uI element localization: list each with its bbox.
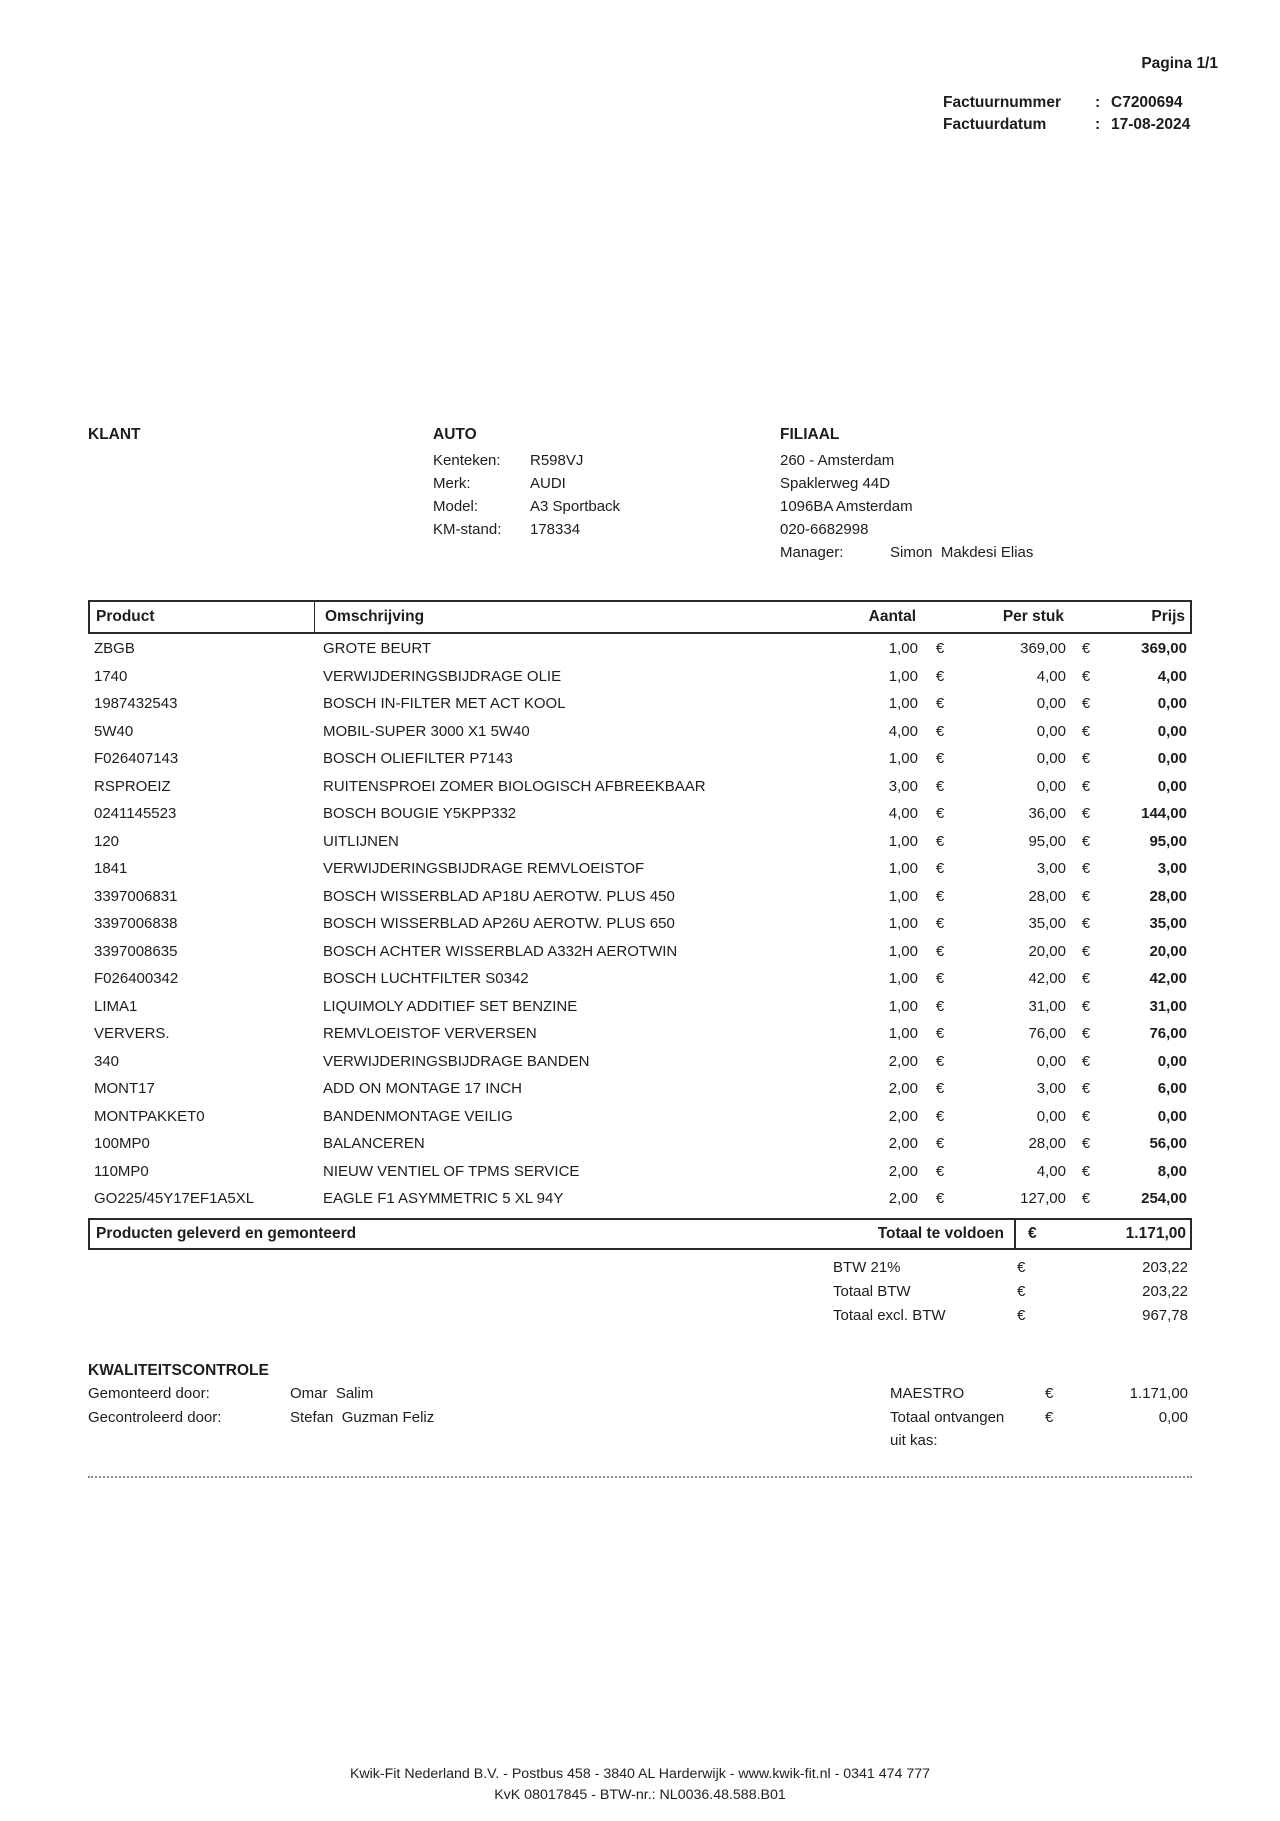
item-quantity: 1,00 <box>888 860 918 878</box>
item-description: BOSCH BOUGIE Y5KPP332 <box>323 805 517 823</box>
euro-sign: € <box>1081 860 1091 878</box>
item-description: BOSCH WISSERBLAD AP26U AEROTW. PLUS 650 <box>323 915 675 933</box>
euro-sign: € <box>935 722 945 740</box>
item-description: MOBIL-SUPER 3000 X1 5W40 <box>323 722 530 740</box>
item-total-price: 56,00 <box>1149 1135 1187 1153</box>
euro-sign: € <box>935 1052 945 1070</box>
item-total-price: 0,00 <box>1157 750 1187 768</box>
branch-title: FILIAAL <box>780 426 840 443</box>
table-row <box>88 828 1192 856</box>
item-product-code: VERVERS. <box>94 1025 170 1043</box>
field-label: Gemonteerd door: <box>88 1385 210 1402</box>
table-row <box>88 855 1192 883</box>
item-product-code: GO225/45Y17EF1A5XL <box>94 1190 255 1208</box>
euro-sign: € <box>1081 997 1091 1015</box>
euro-sign: € <box>1081 832 1091 850</box>
payment-method-label: Totaal ontvangen uit kas: <box>890 1408 1005 1449</box>
separator: : <box>1095 94 1101 111</box>
euro-sign: € <box>935 970 945 988</box>
field-label: Kenteken: <box>433 452 501 469</box>
field-row <box>433 495 620 518</box>
item-quantity: 2,00 <box>888 1080 918 1098</box>
table-row <box>88 993 1192 1021</box>
item-quantity: 1,00 <box>888 887 918 905</box>
euro-sign: € <box>1045 1385 1054 1402</box>
item-total-price: 369,00 <box>1141 640 1187 658</box>
item-quantity: 2,00 <box>888 1190 918 1208</box>
item-product-code: 100MP0 <box>94 1135 150 1153</box>
euro-sign: € <box>935 1190 945 1208</box>
item-product-code: ZBGB <box>94 640 135 658</box>
item-total-price: 0,00 <box>1157 722 1187 740</box>
euro-sign: € <box>935 832 945 850</box>
euro-sign: € <box>1081 915 1091 933</box>
item-unit-price: 28,00 <box>1028 1135 1066 1153</box>
euro-sign: € <box>935 1080 945 1098</box>
euro-sign: € <box>1081 805 1091 823</box>
vehicle-fields <box>433 449 620 541</box>
euro-sign: € <box>935 1025 945 1043</box>
vat-row <box>88 1280 1192 1304</box>
table-row <box>88 910 1192 938</box>
footer-line-2: KvK 08017845 - BTW-nr.: NL0036.48.588.B01 <box>494 1787 786 1803</box>
euro-sign: € <box>1017 1307 1026 1324</box>
item-unit-price: 35,00 <box>1028 915 1066 933</box>
item-quantity: 1,00 <box>888 1025 918 1043</box>
item-unit-price: 4,00 <box>1036 1162 1066 1180</box>
item-product-code: 340 <box>94 1052 120 1070</box>
item-quantity: 1,00 <box>888 942 918 960</box>
field-label: KM-stand: <box>433 521 502 538</box>
item-unit-price: 76,00 <box>1028 1025 1066 1043</box>
invoice-meta <box>943 92 1190 136</box>
branch-address <box>780 449 1033 541</box>
address-line: 020-6682998 <box>780 521 869 538</box>
total-row <box>88 1218 1192 1250</box>
item-product-code: 120 <box>94 832 120 850</box>
page-number: Pagina 1/1 <box>1141 55 1218 72</box>
item-total-price: 28,00 <box>1149 887 1187 905</box>
item-product-code: 110MP0 <box>94 1162 149 1180</box>
total-due-amount: 1.171,00 <box>1125 1224 1186 1242</box>
quality-control-title: KWALITEITSCONTROLE <box>88 1362 269 1379</box>
item-total-price: 95,00 <box>1149 832 1187 850</box>
euro-sign: € <box>1081 1162 1091 1180</box>
invoice-number-value: C7200694 <box>1111 94 1183 111</box>
euro-sign: € <box>1081 1135 1091 1153</box>
euro-sign: € <box>1045 1408 1054 1426</box>
header-prijs: Prijs <box>1151 608 1185 625</box>
items-table-header <box>88 600 1192 634</box>
euro-sign: € <box>1081 942 1091 960</box>
item-total-price: 31,00 <box>1149 997 1187 1015</box>
invoice-number-row <box>943 92 1190 114</box>
total-due-label: Totaal te voldoen <box>877 1224 1004 1242</box>
table-row <box>88 690 1192 718</box>
field-value: A3 Sportback <box>530 498 621 515</box>
address-line: 1096BA Amsterdam <box>780 498 913 515</box>
vat-summary <box>88 1256 1192 1328</box>
item-product-code: RSPROEIZ <box>94 777 171 795</box>
item-description: VERWIJDERINGSBIJDRAGE REMVLOEISTOF <box>323 860 645 878</box>
euro-sign: € <box>935 777 945 795</box>
euro-sign: € <box>935 1107 945 1125</box>
field-value: R598VJ <box>530 452 584 469</box>
item-description: EAGLE F1 ASYMMETRIC 5 XL 94Y <box>323 1190 564 1208</box>
euro-sign: € <box>1081 695 1091 713</box>
item-quantity: 1,00 <box>888 640 918 658</box>
euro-sign: € <box>1081 1190 1091 1208</box>
item-product-code: 3397006831 <box>94 887 178 905</box>
separator: : <box>1095 116 1101 133</box>
item-product-code: 1740 <box>94 667 128 685</box>
item-unit-price: 31,00 <box>1028 997 1066 1015</box>
vat-amount: 967,78 <box>1142 1307 1188 1324</box>
item-total-price: 0,00 <box>1157 777 1187 795</box>
items-table-body <box>88 635 1192 1213</box>
vat-row <box>88 1256 1192 1280</box>
dotted-separator <box>88 1476 1192 1478</box>
customer-title: KLANT <box>88 426 141 443</box>
customer-block <box>88 424 141 449</box>
item-unit-price: 0,00 <box>1036 750 1066 768</box>
item-description: BOSCH ACHTER WISSERBLAD A332H AEROTWIN <box>323 942 678 960</box>
table-row <box>88 1075 1192 1103</box>
item-total-price: 8,00 <box>1157 1162 1187 1180</box>
item-description: VERWIJDERINGSBIJDRAGE OLIE <box>323 667 562 685</box>
field-row <box>433 449 620 472</box>
payment-method-label: MAESTRO <box>890 1385 965 1402</box>
table-row <box>88 745 1192 773</box>
euro-sign: € <box>935 695 945 713</box>
item-product-code: LIMA1 <box>94 997 138 1015</box>
item-total-price: 20,00 <box>1149 942 1187 960</box>
euro-sign: € <box>935 860 945 878</box>
payment-row <box>88 1406 1192 1453</box>
manager-name: Simon Makdesi Elias <box>890 544 1034 561</box>
item-description: RUITENSPROEI ZOMER BIOLOGISCH AFBREEKBAAR <box>323 777 706 795</box>
euro-sign: € <box>1017 1259 1026 1276</box>
header-aantal: Aantal <box>868 608 916 625</box>
item-description: LIQUIMOLY ADDITIEF SET BENZINE <box>323 997 578 1015</box>
euro-sign: € <box>935 942 945 960</box>
table-row <box>88 773 1192 801</box>
vehicle-title: AUTO <box>433 426 477 443</box>
item-total-price: 42,00 <box>1149 970 1187 988</box>
item-product-code: MONT17 <box>94 1080 155 1098</box>
euro-sign: € <box>935 887 945 905</box>
field-label: Gecontroleerd door: <box>88 1408 222 1426</box>
euro-sign: € <box>1081 722 1091 740</box>
item-quantity: 1,00 <box>888 667 918 685</box>
payment-amount: 0,00 <box>1158 1408 1188 1426</box>
item-quantity: 1,00 <box>888 832 918 850</box>
item-product-code: 1987432543 <box>94 695 178 713</box>
invoice-date-row <box>943 114 1190 136</box>
branch-block <box>780 424 1033 564</box>
item-description: BANDENMONTAGE VEILIG <box>323 1107 513 1125</box>
field-value: Stefan Guzman Feliz <box>290 1408 435 1426</box>
table-row <box>88 1048 1192 1076</box>
table-row <box>88 1158 1192 1186</box>
item-total-price: 0,00 <box>1157 1052 1187 1070</box>
table-row <box>88 800 1192 828</box>
manager-label: Manager: <box>780 544 844 561</box>
vat-label: Totaal BTW <box>833 1283 911 1300</box>
item-total-price: 76,00 <box>1149 1025 1187 1043</box>
payment-block <box>88 1382 1192 1453</box>
item-unit-price: 369,00 <box>1020 640 1066 658</box>
item-quantity: 4,00 <box>888 805 918 823</box>
item-unit-price: 0,00 <box>1036 695 1066 713</box>
item-total-price: 4,00 <box>1157 667 1187 685</box>
table-row <box>88 1103 1192 1131</box>
table-row <box>88 1185 1192 1213</box>
vat-amount: 203,22 <box>1142 1259 1188 1276</box>
euro-sign: € <box>935 1162 945 1180</box>
item-quantity: 2,00 <box>888 1052 918 1070</box>
euro-sign: € <box>935 667 945 685</box>
item-quantity: 2,00 <box>888 1162 918 1180</box>
euro-sign: € <box>935 915 945 933</box>
vat-label: Totaal excl. BTW <box>833 1307 946 1324</box>
euro-sign: € <box>1081 970 1091 988</box>
item-description: BOSCH IN-FILTER MET ACT KOOL <box>323 695 566 713</box>
item-description: BOSCH LUCHTFILTER S0342 <box>323 970 529 988</box>
table-row <box>88 938 1192 966</box>
euro-sign: € <box>935 1135 945 1153</box>
euro-sign: € <box>1081 667 1091 685</box>
footer-line-1: Kwik-Fit Nederland B.V. - Postbus 458 - 3840 AL Harderwijk - www.kwik-fit.nl - 0341 474 777 <box>349 1766 931 1782</box>
item-unit-price: 0,00 <box>1036 777 1066 795</box>
item-unit-price: 36,00 <box>1028 805 1066 823</box>
table-row <box>88 635 1192 663</box>
address-line: Spaklerweg 44D <box>780 475 891 492</box>
items-table <box>88 600 1192 1250</box>
header-omschrijving: Omschrijving <box>325 608 425 625</box>
item-product-code: 1841 <box>94 860 128 878</box>
item-unit-price: 28,00 <box>1028 887 1066 905</box>
item-quantity: 4,00 <box>888 722 918 740</box>
field-value: Omar Salim <box>290 1385 374 1402</box>
item-quantity: 3,00 <box>888 777 918 795</box>
field-row <box>433 472 620 495</box>
field-label: Model: <box>433 498 479 515</box>
header-product: Product <box>90 602 315 632</box>
item-description: UITLIJNEN <box>323 832 399 850</box>
item-description: ADD ON MONTAGE 17 INCH <box>323 1080 522 1098</box>
item-total-price: 254,00 <box>1141 1190 1187 1208</box>
item-unit-price: 4,00 <box>1036 667 1066 685</box>
item-unit-price: 127,00 <box>1020 1190 1066 1208</box>
item-description: GROTE BEURT <box>323 640 432 658</box>
field-value: 178334 <box>530 521 581 538</box>
table-row <box>88 1130 1192 1158</box>
euro-sign: € <box>935 750 945 768</box>
invoice-date-label: Factuurdatum <box>943 116 1047 133</box>
total-row-label: Producten geleverd en gemonteerd <box>96 1224 357 1242</box>
item-unit-price: 42,00 <box>1028 970 1066 988</box>
vehicle-block <box>433 424 620 541</box>
invoice-number-label: Factuurnummer <box>943 94 1061 111</box>
item-quantity: 2,00 <box>888 1135 918 1153</box>
item-description: NIEUW VENTIEL OF TPMS SERVICE <box>323 1162 580 1180</box>
item-product-code: F026407143 <box>94 750 179 768</box>
item-unit-price: 20,00 <box>1028 942 1066 960</box>
item-total-price: 6,00 <box>1157 1080 1187 1098</box>
item-description: BOSCH OLIEFILTER P7143 <box>323 750 513 768</box>
payment-row <box>88 1382 1192 1406</box>
euro-sign: € <box>1081 640 1091 658</box>
item-quantity: 1,00 <box>888 970 918 988</box>
item-quantity: 1,00 <box>888 750 918 768</box>
item-product-code: 3397006838 <box>94 915 178 933</box>
vat-row <box>88 1304 1192 1328</box>
item-product-code: 3397008635 <box>94 942 178 960</box>
item-product-code: 5W40 <box>94 722 134 740</box>
field-row <box>433 518 620 541</box>
euro-sign: € <box>935 997 945 1015</box>
table-row <box>88 1020 1192 1048</box>
field-label: Merk: <box>433 475 471 492</box>
item-quantity: 1,00 <box>888 915 918 933</box>
item-product-code: F026400342 <box>94 970 179 988</box>
item-quantity: 1,00 <box>888 997 918 1015</box>
item-total-price: 3,00 <box>1157 860 1187 878</box>
euro-sign: € <box>1081 1025 1091 1043</box>
euro-sign: € <box>1017 1283 1026 1300</box>
item-unit-price: 0,00 <box>1036 1052 1066 1070</box>
euro-sign: € <box>1081 1052 1091 1070</box>
item-description: REMVLOEISTOF VERVERSEN <box>323 1025 537 1043</box>
table-row <box>88 883 1192 911</box>
euro-sign: € <box>935 640 945 658</box>
item-total-price: 0,00 <box>1157 1107 1187 1125</box>
item-total-price: 0,00 <box>1157 695 1187 713</box>
euro-sign: € <box>1081 887 1091 905</box>
item-description: BOSCH WISSERBLAD AP18U AEROTW. PLUS 450 <box>323 887 675 905</box>
euro-sign: € <box>1081 1107 1091 1125</box>
branch-manager-row <box>780 541 1033 564</box>
table-row <box>88 965 1192 993</box>
item-unit-price: 3,00 <box>1036 1080 1066 1098</box>
item-description: VERWIJDERINGSBIJDRAGE BANDEN <box>323 1052 590 1070</box>
table-row <box>88 663 1192 691</box>
item-quantity: 1,00 <box>888 695 918 713</box>
item-quantity: 2,00 <box>888 1107 918 1125</box>
item-description: BALANCEREN <box>323 1135 425 1153</box>
field-value: AUDI <box>530 475 566 492</box>
invoice-date-value: 17-08-2024 <box>1111 116 1191 133</box>
euro-sign: € <box>1081 750 1091 768</box>
page-footer <box>0 1764 1280 1806</box>
euro-sign: € <box>935 805 945 823</box>
table-row <box>88 718 1192 746</box>
item-unit-price: 0,00 <box>1036 1107 1066 1125</box>
item-unit-price: 3,00 <box>1036 860 1066 878</box>
header-per-stuk: Per stuk <box>1002 608 1064 625</box>
vat-amount: 203,22 <box>1142 1283 1188 1300</box>
item-total-price: 144,00 <box>1141 805 1187 823</box>
vat-label: BTW 21% <box>833 1259 901 1276</box>
item-product-code: 0241145523 <box>94 805 177 823</box>
euro-sign: € <box>1081 1080 1091 1098</box>
euro-sign: € <box>1014 1220 1060 1248</box>
item-product-code: MONTPAKKET0 <box>94 1107 205 1125</box>
address-line: 260 - Amsterdam <box>780 452 895 469</box>
euro-sign: € <box>1081 777 1091 795</box>
payment-amount: 1.171,00 <box>1129 1385 1188 1402</box>
item-unit-price: 95,00 <box>1028 832 1066 850</box>
item-unit-price: 0,00 <box>1036 722 1066 740</box>
item-total-price: 35,00 <box>1149 915 1187 933</box>
